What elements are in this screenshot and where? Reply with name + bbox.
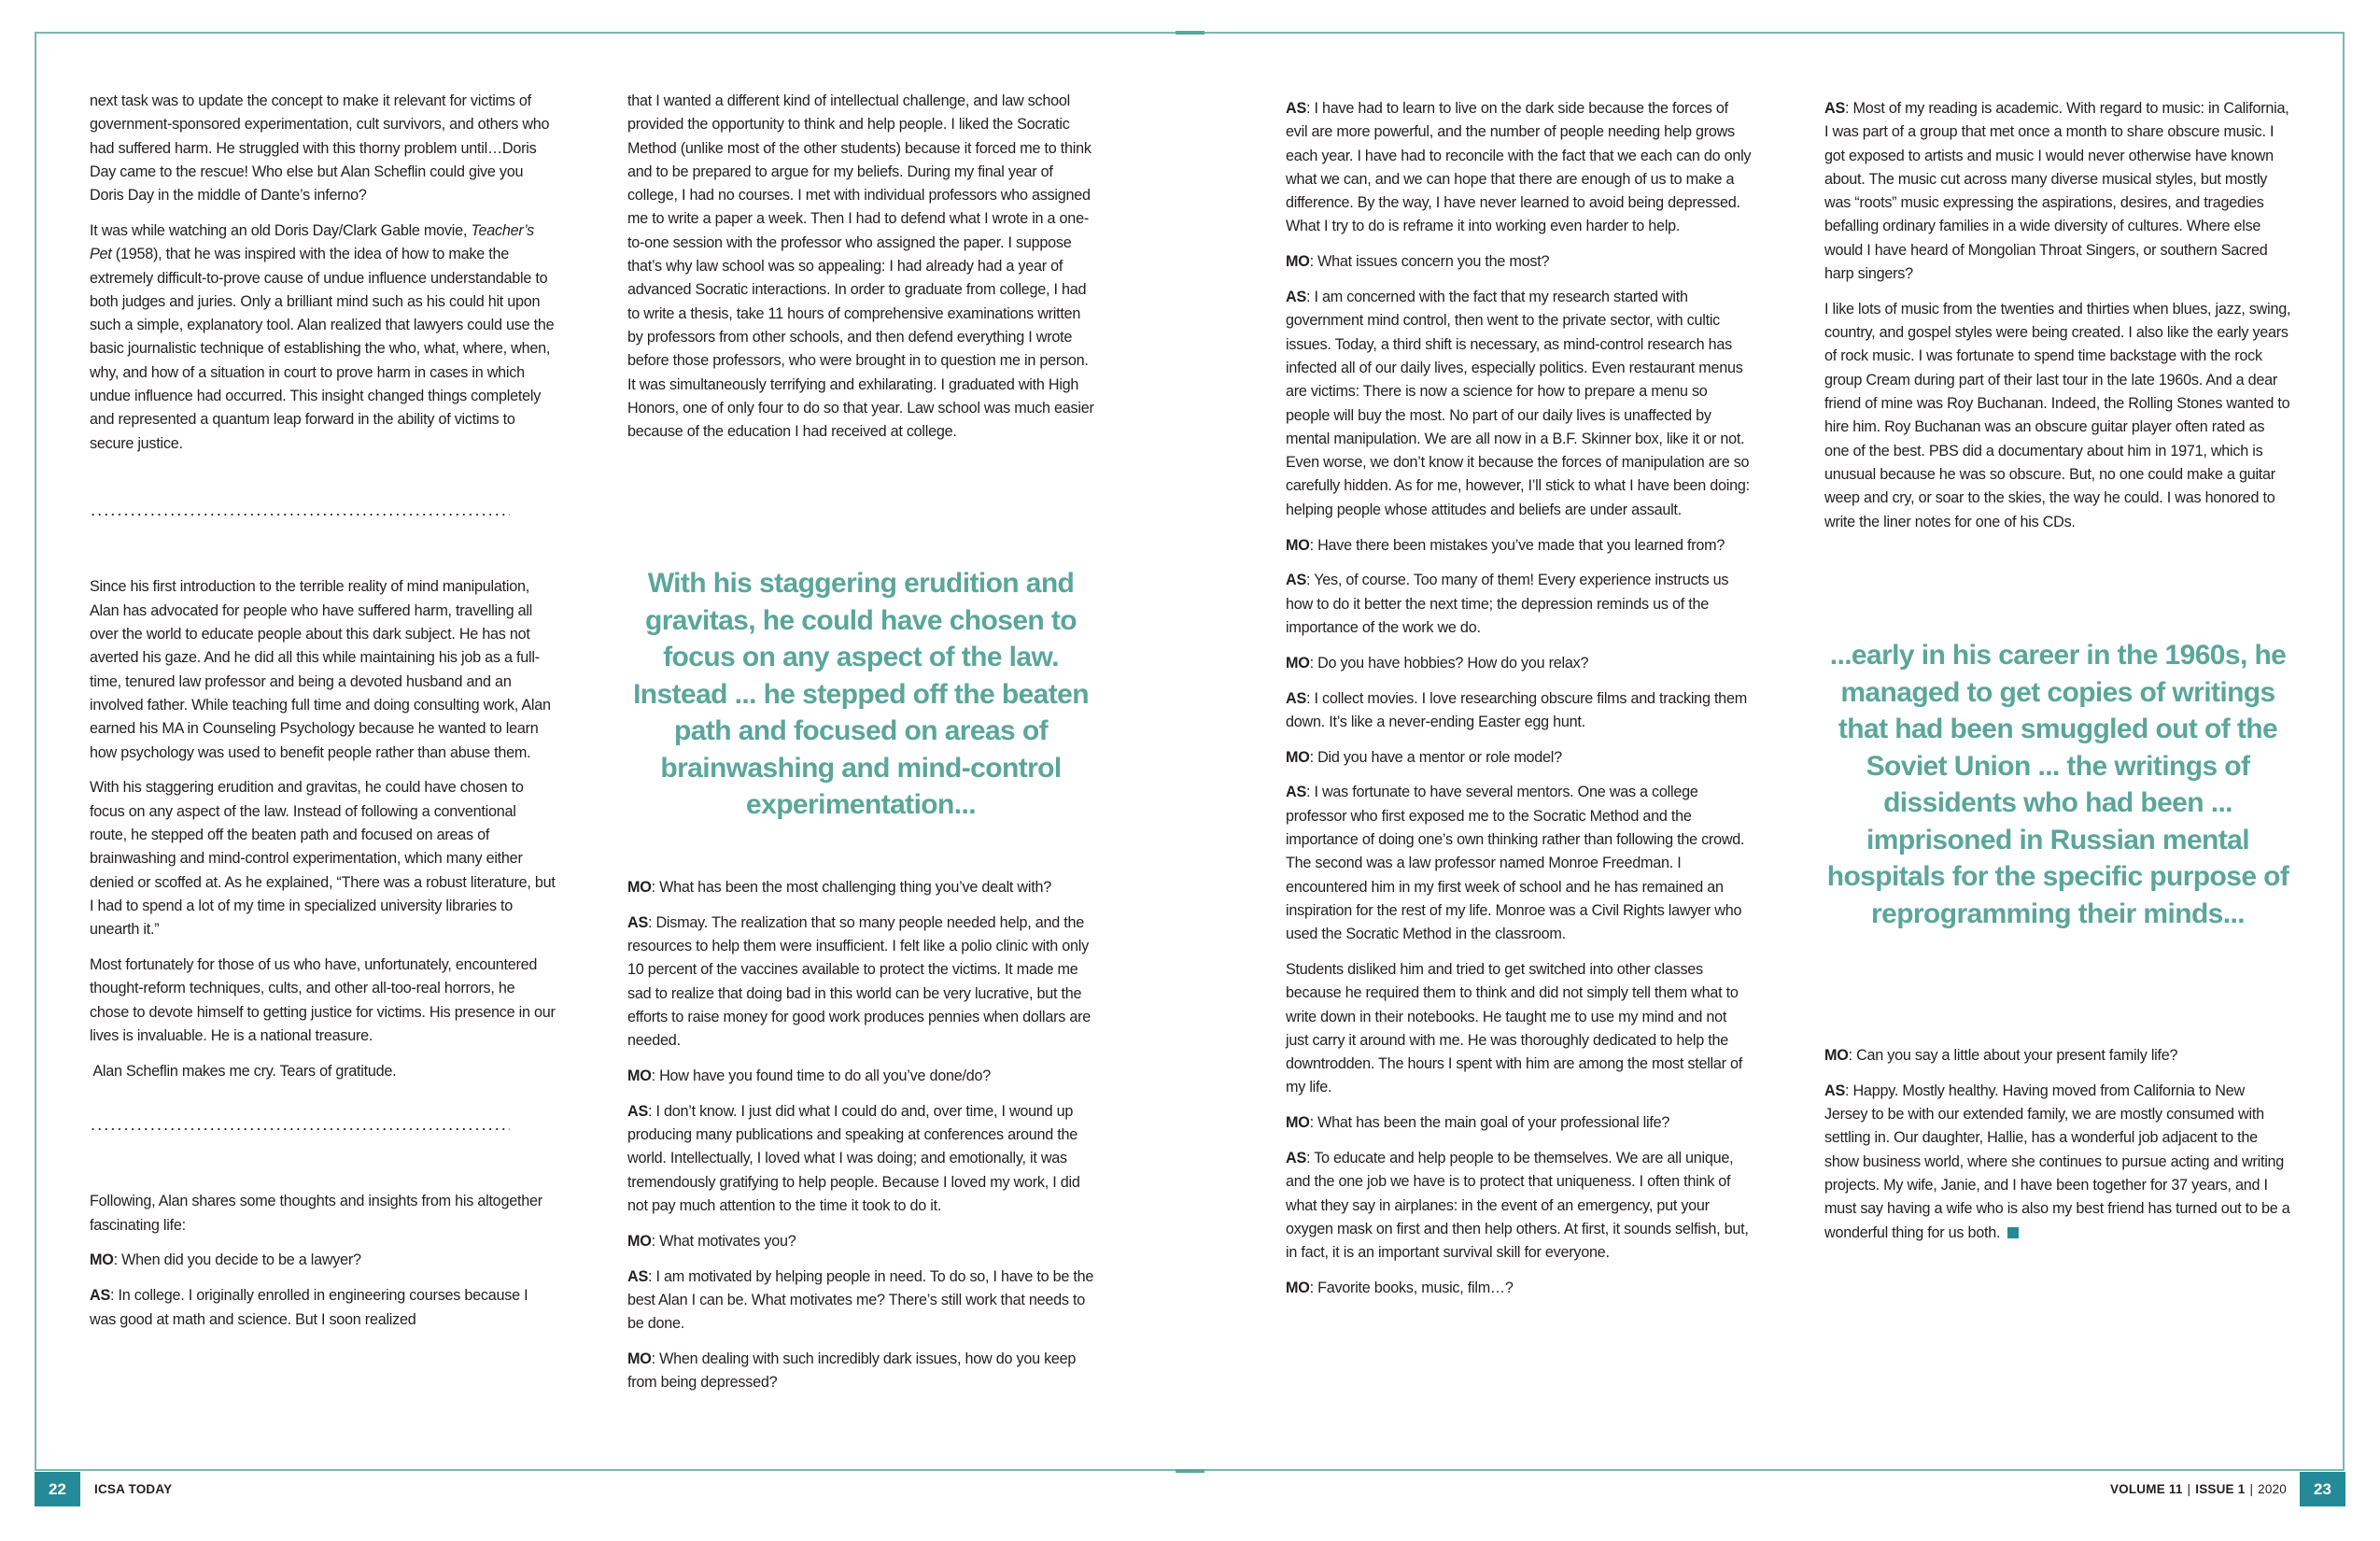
speaker-label: MO [1824,1047,1849,1064]
qa-text: : I collect movies. I love researching obscure films and tracking them down. It’s like a never-ending Easter egg hunt. [1286,689,1747,730]
qa-question [90,1249,556,1272]
square-end-mark-icon [2007,1227,2019,1238]
qa-text: : How have you found time to do all you’ve done/do? [651,1067,991,1085]
qa-answer [627,1100,1094,1218]
speaker-label: AS [627,1267,648,1285]
qa-question [627,1230,1094,1253]
paragraph: Since his first introduction to the terrible reality of mind manipulation, Alan has advocated for people who have suffered harm, travelling all over the world to educate people about this dark subject. He has not averted his gaze. And he did all this while maintaining his job as a full-time, tenured law professor and being a devoted husband and an involved father. While teaching full time and doing consulting work, Alan earned his MA in Counseling Psychology because he wanted to learn how psychology was used to benefit people rather than abuse them. [90,578,551,761]
qa-text: : I don’t know. I just did what I could do and, over time, I wound up producing many publications and speaking at conferences around the world. Intellectually, I loved what I was doing; and emotionally, it was tremendously gratifying to help people. Because I loved my work, I did not pay much attention to the time it took to do it. [627,1102,1080,1215]
speaker-label: MO [1286,1279,1310,1297]
qa-text: : In college. I originally enrolled in engineering courses because I was good at math and science. But I soon realized [90,1287,528,1328]
dotted-rule [90,514,510,516]
paragraph: Alan Scheflin makes me cry. Tears of gratitude. [90,1062,397,1080]
dotted-rule [90,1128,510,1130]
speaker-label: AS [627,913,648,931]
qa-question [627,876,1094,899]
paragraph: that I wanted a different kind of intellectual challenge, and law school provided the opportunity to think and help people. I liked the Socratic Method (unlike most of the other students) because it forced me to think and to be prepared to argue for my beliefs. During my final year of college, I had no courses. I met with individual professors who assigned me to write a paper a week. Then I had to defend what I wrote in a one-to-one session with the professor who assigned the paper. I suppose that’s why law school was so appealing: I had already had a year of advanced Socratic interactions. In order to graduate from college, I had to write a thesis, take 11 hours of comprehensive examinations written by professors from other schools, and then defend everything I wrote before those professors, who were brought in to question me in person. It was simultaneously terrifying and exhilarating. I graduated with High Honors, one of only four to do so that year. Law school was much easier because of the education I had received at college. [627,92,1094,441]
speaker-label: AS [1286,689,1306,707]
qa-text: I like lots of music from the twenties and thirties when blues, jazz, swing, country, and gospel styles were being created. I also like the early years of rock music. I was fortunate to spend time backstage with the rock group Cream during part of their last tour in the late 1960s. And a dear friend of mine was Roy Buchanan. Indeed, the Rolling Stones wanted to hire him. Roy Buchanan was an obscure guitar player often rated as one of the best. PBS did a documentary about him in 1971, which is unusual because he was so obscure. But, no one could make a guitar weep and cry, or soar to the skies, the way he could. I was honored to write the liner notes for one of his CDs. [1824,300,2291,530]
publication-title: ICSA TODAY [94,1482,173,1496]
qa-answer [1286,687,1753,735]
qa-text: : Happy. Mostly healthy. Having moved from California to New Jersey to be with our extended family, we are mostly consumed with settling in. Our daughter, Hallie, has a wonderful job adjacent to the show business world, where she continues to pursue acting and writing projects. My wife, Janie, and I have been together for 37 years, and I must say having a wife who is also my best friend has turned out to be a wonderful thing for us both. [1824,1082,2290,1241]
qa-text: Students disliked him and tried to get switched into other classes because he required them to think and did not simply tell them what to write down in their notebooks. He taught me to use my mind and not just carry it around with me. He was thoroughly dedicated to help the downtrodden. The hours I spent with him are among the most stellar of my life. [1286,961,1743,1096]
speaker-label: MO [1286,253,1310,271]
speaker-label: MO [627,879,652,896]
speaker-label: AS [1286,784,1306,801]
qa-text: : Yes, of course. Too many of them! Every experience instructs us how to do it better the next time; the depression reminds us of the importance of the work we do. [1286,572,1729,636]
qa-answer [627,1265,1094,1336]
qa-text: : Do you have hobbies? How do you relax? [1309,654,1589,672]
paragraph: With his staggering erudition and gravitas, he could have chosen to focus on any aspect of the law. Instead of following a conventional route, he stepped off the beaten path and focused on areas of brainwashing and mind-control experimentation, which many either denied or scoffed at. As he explained, “There was a robust literature, but I had to spend a lot of my time in specialized university libraries to unearth it.” [90,779,556,939]
qa-answer [1824,97,2291,286]
qa-question [1824,1044,2291,1067]
qa-answer [1286,781,1753,946]
qa-text: : Dismay. The realization that so many people needed help, and the resources to help them were insufficient. I felt like a polio clinic with only 10 percent of the vaccines available to protect the victims. It made me sad to realize that doing bad in this world can be very lucrative, but the efforts to raise money for good work produces pennies when dollars are needed. [627,913,1091,1050]
qa-answer [1824,1080,2291,1245]
qa-text: : What has been the main goal of your professional life? [1309,1114,1670,1132]
qa-text: : Can you say a little about your present family life? [1848,1047,2178,1064]
speaker-label: MO [1286,536,1310,554]
qa-text: : When did you decide to be a lawyer? [113,1251,361,1269]
page-number-right: 23 [2300,1472,2345,1506]
speaker-label: AS [1824,100,1845,117]
section-separator [90,1095,556,1190]
qa-text: : What issues concern you the most? [1309,253,1550,271]
qa-question [627,1348,1094,1395]
qa-question [627,1065,1094,1088]
pull-quote: ...early in his career in the 1960s, he managed to get copies of writings that had been smuggled out of the Soviet Union ... the writings of dissidents who had been ... imprisoned in Russian mental hospitals for the specific purpose of reprogramming their minds... [1826,640,2289,929]
speaker-label: MO [627,1350,652,1368]
qa-question [1286,1277,1753,1300]
speaker-label: AS [1824,1082,1845,1099]
speaker-label: AS [1286,289,1306,306]
qa-text: : I have had to learn to live on the dark side because the forces of evil are more powerful, and the number of people needing help grows each year. I have had to reconcile with the fact that we each can do only what we can, and we can hope that there are enough of us to make a difference. By the way, I have never learned to avoid being depressed. What I try to do is reframe it into working even harder to help. [1286,100,1752,235]
speaker-label: AS [1286,100,1306,117]
qa-text: : Favorite books, music, film…? [1309,1279,1514,1297]
speaker-label: MO [90,1251,114,1269]
qa-text: : I am concerned with the fact that my research started with government mind control, then went to the private sector, with cultic issues. Today, a third shift is necessary, as mind-control research has infected all of our daily lives, especially politics. Even restaurant menus are victims: There is now a science for how to prepare a menu so people will buy the most. No part of our daily lives is unaffected by mental manipulation. We are all now in a B.F. Skinner box, like it or not. Even worse, we don’t know it because the forces of manipulation are so carefully hidden. As for me, however, I’ll stick to what I have been doing: helping people whose attitudes and beliefs are under assault. [1286,289,1750,518]
section-separator [90,467,556,575]
qa-answer [627,912,1094,1053]
qa-question [1286,652,1753,675]
divider: | [2249,1482,2254,1496]
speaker-label: MO [1286,748,1310,766]
text: (1958), that he was inspired with the idea of how to make the extremely difficult-to-prove cause of undue influence understandable to both judges and juries. Only a brilliant mind such as his could hit upon such a simple, explanatory tool. Alan realized that lawyers could use the basic journalistic technique of establishing the who, what, where, when, why, and how of a situation in court to prove harm in cases in which undue influence had occurred. This insight changed things completely and represented a quantum leap forward in the ability of victims to secure justice. [90,246,555,452]
volume-label: VOLUME 11 [2109,1482,2183,1496]
qa-text: : What has been the most challenging thing you’ve dealt with? [651,879,1051,896]
qa-answer [1286,286,1753,522]
speaker-label: AS [627,1102,648,1120]
speaker-label: MO [627,1067,652,1085]
qa-answer [90,1284,556,1332]
pull-quote: With his staggering erudition and gravitas, he could have chosen to focus on any aspect of the law. Instead ... he stepped off the beaten path and focused on areas of brainwashing and mind-control experimentation... [633,568,1089,820]
speaker-label: MO [1286,654,1310,672]
column-3 [1286,97,1753,1312]
qa-text: : To educate and help people to be themselves. We are all unique, and the one job we have is to protect that uniqueness. I often think of what they say in airplanes: in the event of an emergency, put your oxygen mask on first and then help others. At first, it sounds selfish, but, in fact, it is an important survival skill for everyone. [1286,1150,1749,1262]
column-4-qa [1824,1044,2291,1256]
speaker-label: AS [1286,572,1306,589]
qa-text: : Have there been mistakes you’ve made that you learned from? [1309,536,1725,554]
paragraph [1824,298,2291,534]
speaker-label: AS [90,1287,110,1305]
column-1 [90,90,556,1343]
divider: | [2187,1482,2191,1496]
qa-question [1286,250,1753,274]
qa-text: : Most of my reading is academic. With regard to music: in California, I was part of a group that met once a month to share obscure music. I got exposed to artists and music I would never otherwise have known about. The music cut across many diverse musical styles, but mostly was “roots” music expressing the aspirations, desires, and tragedies befalling ordinary families in a wide diversity of cultures. Where else would I have heard of Mongolian Throat Singers, or southern Sacred harp singers? [1824,100,2289,283]
paragraph [90,219,556,456]
text: It was while watching an old Doris Day/Clark Gable movie, [90,221,472,239]
qa-text: : When dealing with such incredibly dark issues, how do you keep from being depressed? [627,1350,1077,1392]
qa-answer [1286,569,1753,640]
column-2-qa [627,876,1094,1407]
qa-text: : I am motivated by helping people in need. To do so, I have to be the best Alan I can be. What motivates me? There’s still work that needs to be done. [627,1267,1094,1333]
qa-text: : What motivates you? [651,1232,796,1250]
qa-answer [1286,1147,1753,1265]
qa-text: : Did you have a mentor or role model? [1309,748,1562,766]
gutter-mark-top [1176,31,1204,35]
movie-title: Teacher’s Pet [90,221,534,263]
paragraph: next task was to update the concept to make it relevant for victims of government-sponsored experimentation, cult survivors, and others who had suffered harm. He struggled with this thorny problem until…Doris Day came to the rescue! Who else but Alan Scheflin could give you Doris Day in the middle of Dante’s inferno? [90,92,550,205]
column-2 [627,90,1094,456]
speaker-label: MO [1286,1114,1310,1132]
qa-answer [1286,97,1753,239]
qa-question [1286,534,1753,558]
gutter-mark-bottom [1176,1469,1204,1473]
paragraph [1286,958,1753,1100]
speaker-label: AS [1286,1150,1306,1167]
speaker-label: MO [627,1232,652,1250]
column-4 [1824,97,2291,545]
page-number-left: 22 [35,1472,80,1506]
issue-label: ISSUE 1 [2195,1482,2246,1496]
qa-question [1286,746,1753,770]
qa-question [1286,1111,1753,1135]
paragraph: Following, Alan shares some thoughts and insights from his altogether fascinating life: [90,1193,542,1234]
qa-text: : I was fortunate to have several mentors. One was a college professor who first exposed me to the Socratic Method and the importance of doing one’s own thinking rather than following the crowd. The second was a law professor named Monroe Freedman. I encountered him in my first week of school and he has remained an inspiration for the rest of my life. Monroe was a Civil Rights lawyer who used the Socratic Method in the classroom. [1286,784,1745,943]
year-label: 2020 [2258,1482,2287,1496]
paragraph: Most fortunately for those of us who have, unfortunately, encountered thought-reform techniques, cults, and other all-too-real horrors, he chose to devote himself to getting justice for victims. His presence in our lives is invaluable. He is a national treasure. [90,955,556,1044]
issue-info [2110,1472,2287,1506]
